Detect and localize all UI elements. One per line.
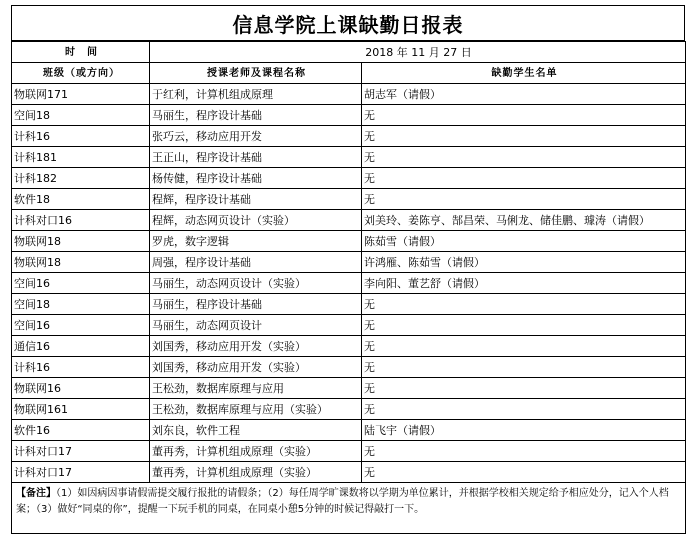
- class-cell: 软件18: [12, 189, 150, 210]
- report-title: 信息学院上课缺勤日报表: [11, 5, 685, 41]
- class-cell: 计科对口17: [12, 441, 150, 462]
- absent-students-cell: 陈茹雪（请假）: [362, 231, 686, 252]
- teacher-course-cell: 周强，程序设计基础: [150, 252, 362, 273]
- teacher-course-cell: 马丽生，动态网页设计: [150, 315, 362, 336]
- table-row: [12, 273, 686, 294]
- attendance-table: [11, 41, 686, 534]
- class-cell: 计科对口16: [12, 210, 150, 231]
- time-label: 时 间: [12, 42, 150, 63]
- note-text: （1）如因病因事请假需提交履行报批的请假条；（2）每任周学旷课数将以学期为单位累计，并根据学校相关规定给予相应处分，记入个人档案；（3）做好“同桌的你”，提醒一下玩手机的同桌，在同桌小憩5分钟的时候记得敲打一下。: [16, 488, 669, 515]
- teacher-course-cell: 王正山，程序设计基础: [150, 147, 362, 168]
- class-cell: 计科16: [12, 126, 150, 147]
- class-cell: 计科182: [12, 168, 150, 189]
- table-row: [12, 84, 686, 105]
- header-absent-students: 缺勤学生名单: [362, 63, 686, 84]
- header-teacher-course: 授课老师及课程名称: [150, 63, 362, 84]
- class-cell: 空间16: [12, 315, 150, 336]
- table-row: [12, 189, 686, 210]
- report-date: 2018 年 11 月 27 日: [150, 42, 686, 63]
- table-row: [12, 441, 686, 462]
- class-cell: 计科对口17: [12, 462, 150, 483]
- table-row: [12, 231, 686, 252]
- teacher-course-cell: 马丽生，动态网页设计（实验）: [150, 273, 362, 294]
- class-cell: 软件16: [12, 420, 150, 441]
- date-row: [12, 42, 686, 63]
- absent-students-cell: 无: [362, 147, 686, 168]
- table-row: [12, 147, 686, 168]
- teacher-course-cell: 程辉，程序设计基础: [150, 189, 362, 210]
- absent-students-cell: 无: [362, 105, 686, 126]
- absent-students-cell: 无: [362, 168, 686, 189]
- teacher-course-cell: 刘国秀，移动应用开发（实验）: [150, 357, 362, 378]
- note-cell: [12, 483, 686, 534]
- class-cell: 物联网18: [12, 231, 150, 252]
- table-row: [12, 315, 686, 336]
- class-cell: 空间18: [12, 105, 150, 126]
- teacher-course-cell: 罗虎，数字逻辑: [150, 231, 362, 252]
- absent-students-cell: 无: [362, 294, 686, 315]
- class-cell: 物联网18: [12, 252, 150, 273]
- absent-students-cell: 刘美玲、姜陈亨、郜昌荣、马俐龙、储佳鹏、璩涛（请假）: [362, 210, 686, 231]
- absent-students-cell: 无: [362, 336, 686, 357]
- attendance-report-sheet: [11, 5, 685, 534]
- class-cell: 物联网16: [12, 378, 150, 399]
- header-row: [12, 63, 686, 84]
- class-cell: 空间16: [12, 273, 150, 294]
- table-row: [12, 420, 686, 441]
- class-cell: 计科181: [12, 147, 150, 168]
- teacher-course-cell: 董再秀，计算机组成原理（实验）: [150, 462, 362, 483]
- table-row: [12, 252, 686, 273]
- table-row: [12, 378, 686, 399]
- absent-students-cell: 无: [362, 315, 686, 336]
- teacher-course-cell: 王松劲，数据库原理与应用: [150, 378, 362, 399]
- note-label: 【备注】: [16, 488, 56, 499]
- teacher-course-cell: 程辉，动态网页设计（实验）: [150, 210, 362, 231]
- table-row: [12, 399, 686, 420]
- teacher-course-cell: 刘东良，软件工程: [150, 420, 362, 441]
- note-row: [12, 483, 686, 534]
- table-row: [12, 210, 686, 231]
- absent-students-cell: 胡志军（请假）: [362, 84, 686, 105]
- class-cell: 空间18: [12, 294, 150, 315]
- teacher-course-cell: 王松劲，数据库原理与应用（实验）: [150, 399, 362, 420]
- absent-students-cell: 无: [362, 126, 686, 147]
- class-cell: 物联网161: [12, 399, 150, 420]
- absent-students-cell: 无: [362, 462, 686, 483]
- teacher-course-cell: 于红利，计算机组成原理: [150, 84, 362, 105]
- table-row: [12, 462, 686, 483]
- absent-students-cell: 陆飞宇（请假）: [362, 420, 686, 441]
- teacher-course-cell: 马丽生，程序设计基础: [150, 105, 362, 126]
- table-row: [12, 294, 686, 315]
- teacher-course-cell: 杨传健，程序设计基础: [150, 168, 362, 189]
- teacher-course-cell: 张巧云，移动应用开发: [150, 126, 362, 147]
- absent-students-cell: 许鸿雁、陈茹雪（请假）: [362, 252, 686, 273]
- teacher-course-cell: 刘国秀，移动应用开发（实验）: [150, 336, 362, 357]
- class-cell: 计科16: [12, 357, 150, 378]
- table-row: [12, 168, 686, 189]
- absent-students-cell: 无: [362, 399, 686, 420]
- table-row: [12, 357, 686, 378]
- absent-students-cell: 李向阳、董艺舒（请假）: [362, 273, 686, 294]
- teacher-course-cell: 马丽生，程序设计基础: [150, 294, 362, 315]
- class-cell: 物联网171: [12, 84, 150, 105]
- table-row: [12, 126, 686, 147]
- class-cell: 通信16: [12, 336, 150, 357]
- absent-students-cell: 无: [362, 357, 686, 378]
- table-row: [12, 336, 686, 357]
- teacher-course-cell: 董再秀，计算机组成原理（实验）: [150, 441, 362, 462]
- table-row: [12, 105, 686, 126]
- absent-students-cell: 无: [362, 441, 686, 462]
- absent-students-cell: 无: [362, 378, 686, 399]
- header-class: 班级（或方向）: [12, 63, 150, 84]
- absent-students-cell: 无: [362, 189, 686, 210]
